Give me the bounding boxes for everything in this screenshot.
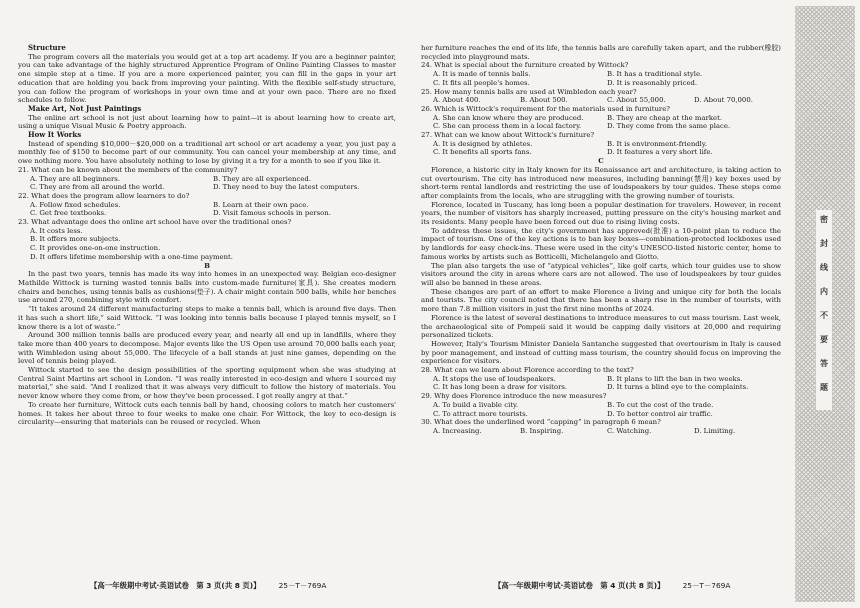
option: B. They are all experienced.: [213, 174, 312, 183]
passage-b-paragraph-5: To create her furniture, Wittock cuts each tennis ball by hand, choosing colors to match her customers' homes. It takes her about three to four weeks to make one chair. For Wittock, the key to eco-design is circularity—ensuring that materials can be reused or recycled. When: [18, 400, 396, 427]
question-30: 30. What does the underlined word “capping” in paragraph 6 mean?: [421, 418, 661, 427]
option: A. It is designed by athletes.: [433, 139, 533, 148]
question-26: 26. Which is Wittock's requirement for the materials used in furniture?: [421, 104, 670, 113]
passage-c-paragraph-7: However, Italy's Tourism Minister Daniela Santanche suggested that overtourism in Italy is caused by poor management, and instead of cutting mass tourism, the country should focus on improving the experience for visitors.: [421, 339, 781, 366]
passage-c-paragraph-1: Florence, a historic city in Italy known for its Renaissance art and architecture, is taking action to cut overtourism. The city has introduced new measures, including banning(禁用) key boxes used by short-term rental landlords and restricting the use of loudspeakers by tour guides. These steps come after complaints from the locals, who are struggling with the growing number of tourists.: [421, 165, 781, 200]
option: D. About 70,000.: [694, 96, 753, 105]
seal-char: 线: [820, 263, 828, 272]
option: B. To cut the cost of the trade.: [607, 400, 714, 409]
option: B. It has a traditional style.: [607, 70, 703, 79]
option: C. To attract more tourists.: [433, 409, 528, 418]
option: D. It is reasonably priced.: [607, 78, 698, 87]
option: B. It offers more subjects.: [30, 235, 121, 244]
option: D. It features a very short life.: [607, 148, 713, 157]
make-art-paragraph: The online art school is not just about learning how to paint—it is about learning how to create art, using a unique Visual Music & Poetry approach.: [18, 113, 396, 131]
left-column: [18, 44, 396, 427]
page-footer-text: 【高一年级期中考试·英语试卷 第 3 页(共 8 页)】: [90, 581, 261, 590]
paper-code: 25－T－769A: [682, 581, 731, 590]
passage-b-paragraph-3: Around 300 million tennis balls are produced every year, and nearly all end up in landfills, where they take more than 400 years to decompose. Major events like the US Open use around 70,000 balls each year, with Wimbledon using about 55,000. The lifecycle of a ball stands at just nine games, depending on the level of tennis being played.: [18, 331, 396, 366]
option: B. They are cheap at the market.: [607, 113, 723, 122]
option: C. Watching.: [607, 426, 652, 435]
option: D. Visit famous schools in person.: [213, 209, 331, 218]
option: D. Limiting.: [694, 426, 736, 435]
seal-char: 答: [820, 359, 828, 368]
section-c-label: C: [598, 157, 604, 166]
option: A. She can know where they are produced.: [433, 113, 584, 122]
question-25: 25. How many tennis balls are used at Wimbledon each year?: [421, 87, 637, 96]
option: A. To build a livable city.: [433, 400, 519, 409]
question-30-options: [421, 427, 781, 436]
option: B. Inspiring.: [520, 426, 564, 435]
option: D. They come from the same place.: [607, 122, 731, 131]
seal-char: 密: [820, 215, 828, 224]
make-art-heading: Make Art, Not Just Paintings: [28, 103, 142, 113]
passage-c-paragraph-6: Florence is the latest of several destinations to introduce measures to cut mass tourism. Last week, the archaeological site of Pompeii said it would be capping daily visitors at 20,000 and requiring personalized tickets.: [421, 313, 781, 340]
option: A. It costs less.: [30, 226, 83, 235]
right-column: [421, 44, 781, 436]
question-22-options: [18, 201, 396, 218]
option: D. It offers lifetime membership with a one-time payment.: [30, 252, 233, 261]
question-25-options: [421, 96, 781, 105]
option: A. It stops the use of loudspeakers.: [433, 374, 556, 383]
question-28-options: [421, 375, 781, 392]
option: C. It fits all people's homes.: [433, 78, 530, 87]
option: C. It has long been a draw for visitors.: [433, 383, 568, 392]
option: D. To better control air traffic.: [607, 409, 713, 418]
seal-char: 不: [820, 311, 828, 320]
option: B. About 500.: [520, 96, 568, 105]
how-it-works-paragraph: Instead of spending $10,000－$20,000 on a traditional art school or art academy a year, you just pay a monthly fee of $150 to become part of our community. You can cancel your membership at any time, and owe nothing more. You have absolutely nothing to lose by giving it a try for a month to see if you like it.: [18, 139, 396, 166]
paper-code: 25－T－769A: [278, 581, 327, 590]
question-29-options: [421, 401, 781, 418]
right-footer: [494, 580, 730, 591]
passage-c-paragraph-5: These changes are part of an effort to make Florence a living and unique city for both the locals and tourists. The city council noted that there has been a sharp rise in the number of tourists, with more than 7.8 million visitors in just the first nine months of 2024.: [421, 287, 781, 314]
passage-c-paragraph-4: The plan also targets the use of “atypical vehicles”, like golf carts, which tour guides use to show visitors around the city in areas where cars are not allowed. The use of loudspeakers by tour guides will also be banned in these areas.: [421, 261, 781, 287]
question-21: 21. What can be known about the members of the community?: [18, 165, 238, 174]
question-23-options: [18, 227, 396, 262]
passage-b-paragraph-4: Wittock started to see the design possibilities of the sporting equipment when she was studying at Central Saint Martins art school in London. “I was really interested in eco-design and where I sourced my material,” she said. “And I realized that it was always very difficult to follow the history of materials. You never know where they come from, or how they've been processed. I got really angry at that.”: [18, 366, 396, 401]
passage-c-paragraph-2: Florence, located in Tuscany, has long been a popular destination for travelers. However, in recent years, the number of visitors has sharply increased, putting pressure on the city's housing market and its residents. Many people have been forced out due to rising living costs.: [421, 200, 781, 227]
structure-paragraph: The program covers all the materials you would get at a top art academy. If you are a beginner painter, you can take advantage of the highly structured Apprentice Program of Online Painting Classes to master one simple step at a time. If you are a more experienced painter, you can fill in the gaps in your art education that are holding you back from improving your painting. With the flexible self-study structure, you can follow the program of workshops in your own time and at your own pace. There are no fixed schedules to follow.: [18, 52, 396, 105]
question-23: 23. What advantage does the online art school have over the traditional ones?: [18, 218, 292, 227]
structure-heading: Structure: [28, 43, 66, 52]
option: C. Get free textbooks.: [30, 209, 107, 218]
question-27: 27. What can we know about Wittock's furniture?: [421, 131, 595, 140]
passage-b-continued: her furniture reaches the end of its life, the tennis balls are carefully taken apart, and the rubber(橡胶) recycled into playground mats.: [421, 44, 781, 61]
option: B. It is environment-friendly.: [607, 139, 708, 148]
question-26-options: [421, 114, 781, 131]
option: B. Learn at their own pace.: [213, 200, 309, 209]
option: A. Increasing.: [433, 426, 482, 435]
passage-b-paragraph-2: “It takes around 24 different manufacturing steps to make a tennis ball, which is around five days. Then it has such a short life,” said Wittock. “I was looking into tennis balls because I played tennis myself, so I know there is a lot of waste.”: [18, 305, 396, 331]
option: D. They need to buy the latest computers.: [213, 183, 360, 192]
option: A. About 400.: [433, 96, 481, 105]
seal-char: 题: [820, 383, 828, 392]
passage-b-paragraph-1: In the past two years, tennis has made its way into homes in an unexpected way. Belgian eco-designer Mathilde Wittock is turning wasted tennis balls into custom-made furniture(家具). She creates modern chairs and benches, using tennis balls as cushions(垫子). A chair might contain 500 balls, while her benches use around 270, combining style with comfort.: [18, 270, 396, 305]
question-27-options: [421, 140, 781, 157]
question-24-options: [421, 70, 781, 87]
option: A. It is made of tennis balls.: [433, 70, 531, 79]
question-29: 29. Why does Florence introduce the new measures?: [421, 392, 607, 401]
question-28: 28. What can we learn about Florence according to the text?: [421, 366, 634, 375]
option: A. Follow fixed schedules.: [30, 200, 121, 209]
page-footer-text: 【高一年级期中考试·英语试卷 第 4 页(共 8 页)】: [494, 581, 665, 590]
how-it-works-heading: How It Works: [28, 130, 82, 140]
option: D. It turns a blind eye to the complaints.: [607, 383, 749, 392]
seal-char: 内: [820, 287, 828, 296]
option: C. They are from all around the world.: [30, 183, 165, 192]
left-footer: [90, 580, 326, 591]
question-22: 22. What does the program allow learners to do?: [18, 191, 190, 200]
option: C. It benefits all sports fans.: [433, 148, 532, 157]
question-24: 24. What is special about the furniture created by Wittock?: [421, 61, 629, 70]
option: C. She can process them in a local factory.: [433, 122, 582, 131]
option: B. It plans to lift the ban in two weeks.: [607, 374, 743, 383]
option: A. They are all beginners.: [30, 174, 121, 183]
passage-c-paragraph-3: To address these issues, the city's government has approved(批准) a 10-point plan to reduce the impact of tourism. One of the key actions is to ban key boxes—combination-protected lockboxes used by landlords for easy check-ins. These were used in the city's UNESCO-listed historic center, home to famous works by artists such as Botticelli, Michelangelo and Giotto.: [421, 226, 781, 261]
option: C. It provides one-on-one instruction.: [30, 244, 161, 253]
section-b-label: B: [204, 261, 210, 270]
seal-char: 要: [820, 335, 828, 344]
seal-char: 封: [820, 239, 828, 248]
question-21-options: [18, 175, 396, 192]
option: C. About 55,000.: [607, 96, 666, 105]
